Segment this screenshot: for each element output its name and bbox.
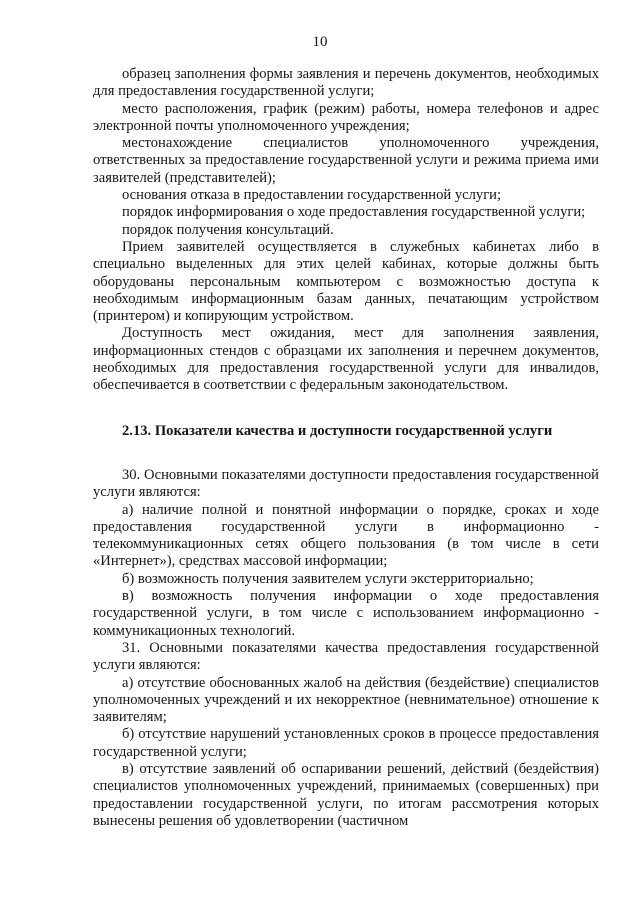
section-heading: 2.13. Показатели качества и доступности государственной услуги: [122, 422, 553, 439]
paragraph-refusal-grounds: основания отказа в предоставлении государственной услуги;: [122, 187, 502, 204]
paragraph-item-31-b: б) отсутствие нарушений установленных сроков в процессе предоставления государственной услуги;: [93, 726, 599, 760]
paragraph-accessibility: Доступность мест ожидания, мест для заполнения заявления, информационных стендов с образцами их заполнения и перечнем документов, необходимых для предоставления государственной услуги для инвалидов, обеспечивается в соответствии с федеральным законодательством.: [93, 325, 599, 394]
paragraph-reception-offices: Прием заявителей осуществляется в служебных кабинетах либо в специально выделенных для этих целей кабинах, которые должны быть оборудованы персональным компьютером с возможностью доступа к необходимым информационным базам данных, печатающим устройством (принтером) и копирующим устройством.: [93, 238, 599, 325]
paragraph-location-schedule: место расположения, график (режим) работы, номера телефонов и адрес электронной почты уполномоченного учреждения;: [93, 100, 599, 134]
paragraph-item-30: 30. Основными показателями доступности предоставления государственной услуги являются:: [93, 466, 599, 501]
document-body: [93, 66, 599, 830]
paragraph-consultations: порядок получения консультаций.: [122, 221, 334, 238]
paragraph-item-31-v: в) отсутствие заявлений об оспаривании решений, действий (бездействия) специалистов уполномоченных учреждений, принимаемых (совершенных) при предоставлении государственной услуги, по итогам рассмотрения которых вынесены решения об удовлетворении (частичном: [93, 760, 599, 829]
section-spacer: [93, 440, 599, 467]
page-number: 10: [312, 34, 328, 50]
paragraph-item-30-b: б) возможность получения заявителем услуги экстерриториально;: [122, 570, 534, 587]
paragraph-item-30-v: в) возможность получения информации о ходе предоставления государственной услуги, в том числе с использованием информационно - коммуникационных технологий.: [93, 588, 599, 639]
paragraph-item-31-a: а) отсутствие обоснованных жалоб на действия (бездействие) специалистов уполномоченных учреждений и их некорректное (невнимательное) отношение к заявителям;: [93, 674, 599, 726]
paragraph-specialists-location: местонахождение специалистов уполномоченного учреждения, ответственных за предоставление государственной услуги и режима приема ими заявителей (представителей);: [93, 135, 599, 186]
paragraph-item-31: 31. Основными показателями качества предоставления государственной услуги являются:: [93, 639, 599, 674]
paragraph-item-30-a: а) наличие полной и понятной информации о порядке, сроках и ходе предоставления государственной услуги в информационно - телекоммуникационных сетях общего пользования (в том числе в сети «Интернет»), средствах массовой информации;: [93, 501, 599, 570]
paragraph-sample-form: образец заполнения формы заявления и перечень документов, необходимых для предоставления государственной услуги;: [93, 66, 599, 100]
paragraph-informing-procedure: порядок информирования о ходе предоставления государственной услуги;: [122, 204, 586, 221]
